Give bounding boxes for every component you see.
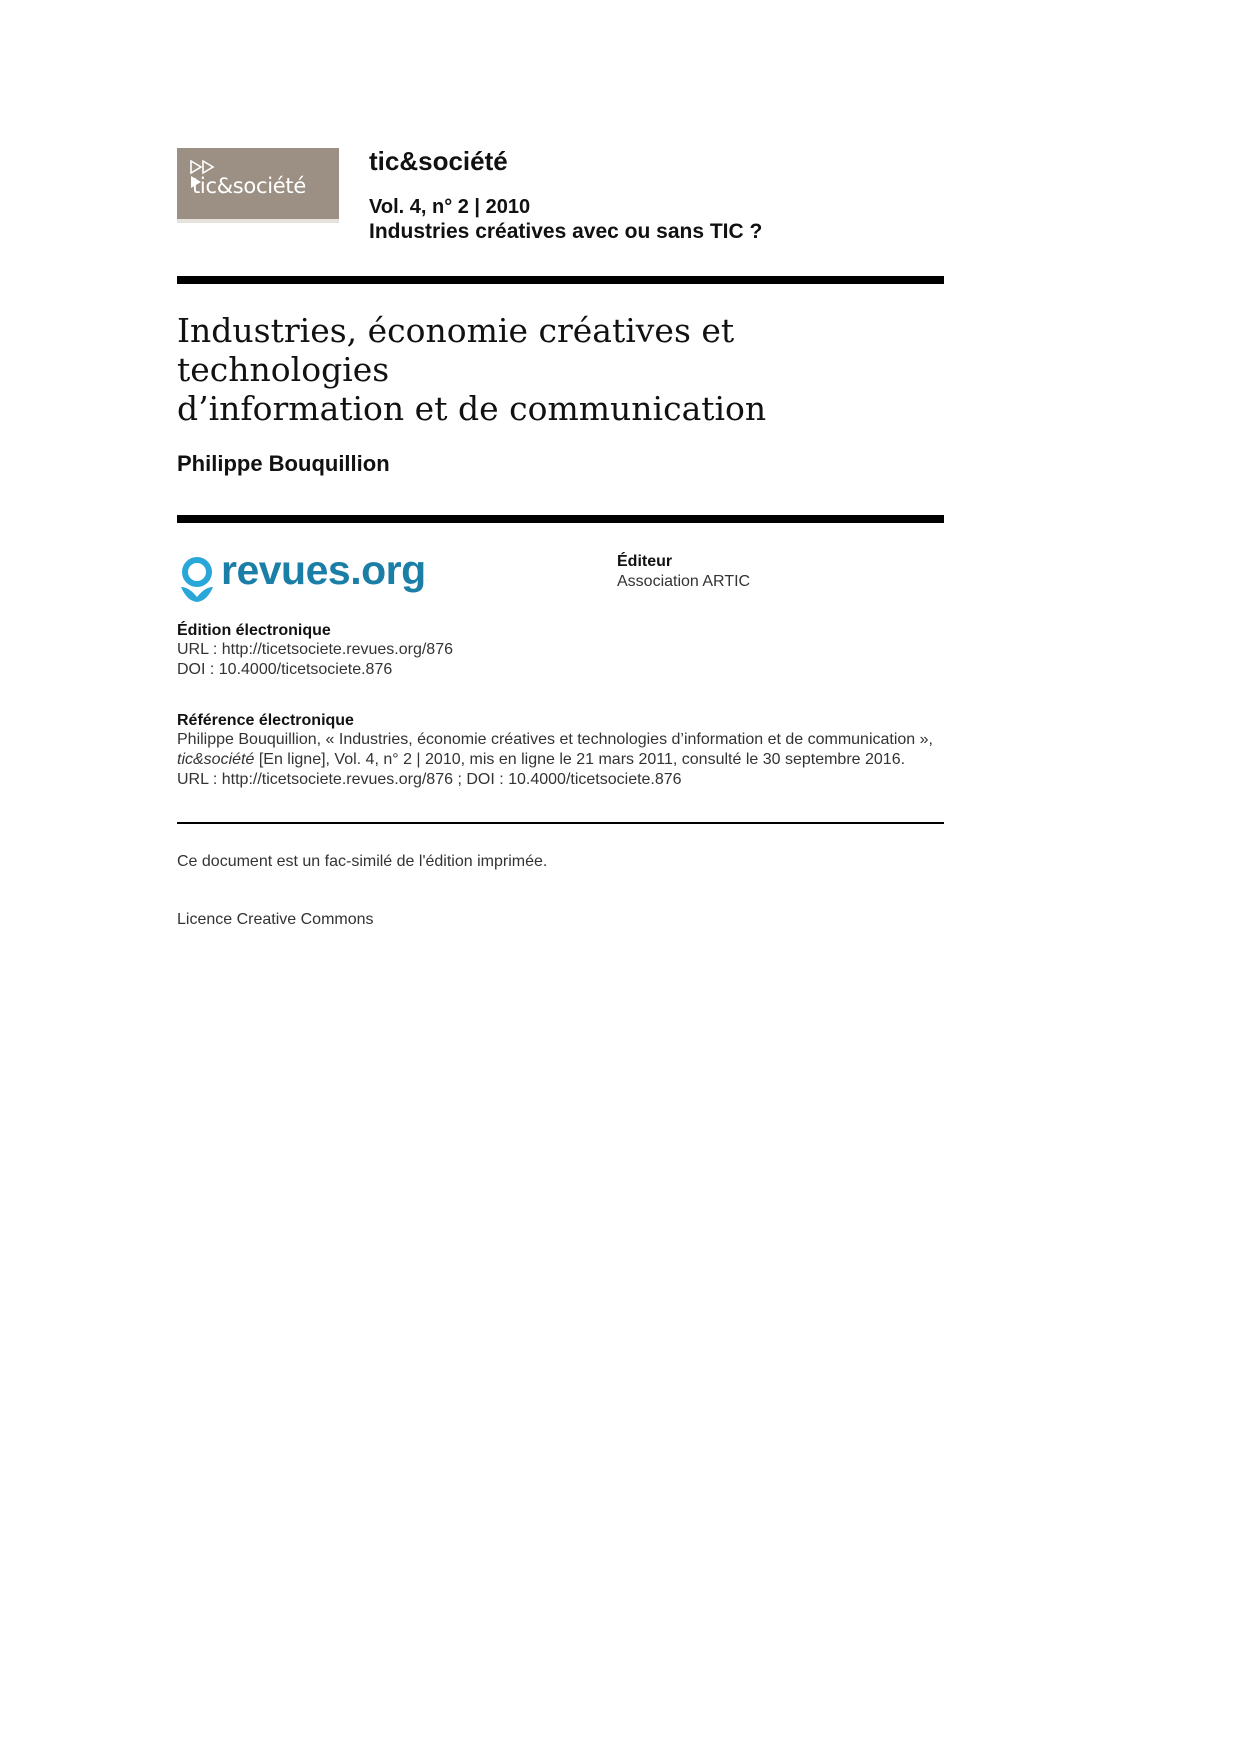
reference-journal-name: tic&société [177, 751, 255, 768]
edition-url[interactable]: URL : http://ticetsociete.revues.org/876 [177, 641, 453, 658]
reference-text-end: [En ligne], Vol. 4, n° 2 | 2010, mis en ligne le 21 mars 2011, consulté le 30 septembre 2016. URL : http://ticetsociete.revues.org/876 ; DOI : 10.4000/ticetsociete.876 [177, 751, 906, 788]
article-title-line-1: Industries, économie créatives et technologies [177, 311, 735, 389]
platform-logo-text: revues.org [221, 547, 426, 593]
electronic-edition-label: Édition électronique [177, 622, 331, 639]
facsimile-note: Ce document est un fac-similé de l'édition imprimée. [177, 853, 548, 870]
reference-text-start: Philippe Bouquillion, « Industries, économie créatives et technologies d’information et de communication », [177, 731, 933, 748]
article-author: Philippe Bouquillion [177, 451, 390, 476]
bottom-divider [177, 822, 944, 824]
edition-doi[interactable]: DOI : 10.4000/ticetsociete.876 [177, 661, 393, 678]
journal-title: tic&société [369, 146, 508, 176]
license-note[interactable]: Licence Creative Commons [177, 911, 374, 928]
flower-person-icon [177, 557, 217, 603]
middle-divider [177, 515, 944, 523]
electronic-reference-block [177, 712, 937, 790]
top-divider [177, 276, 944, 284]
article-title-line-2: d’information et de communication [177, 389, 767, 428]
article-title [177, 311, 937, 428]
electronic-reference-label: Référence électronique [177, 712, 354, 729]
journal-logo-text: tic&société [192, 174, 306, 198]
issue-theme: Industries créatives avec ou sans TIC ? [369, 220, 763, 243]
issue-number: Vol. 4, n° 2 | 2010 [369, 196, 531, 218]
publisher-label: Éditeur [617, 553, 673, 570]
journal-logo [177, 148, 339, 219]
logo-shadow [177, 219, 339, 223]
electronic-reference-text [177, 730, 937, 790]
publisher-block [617, 553, 750, 592]
publisher-name: Association ARTIC [617, 573, 751, 590]
electronic-edition-block [177, 622, 453, 680]
